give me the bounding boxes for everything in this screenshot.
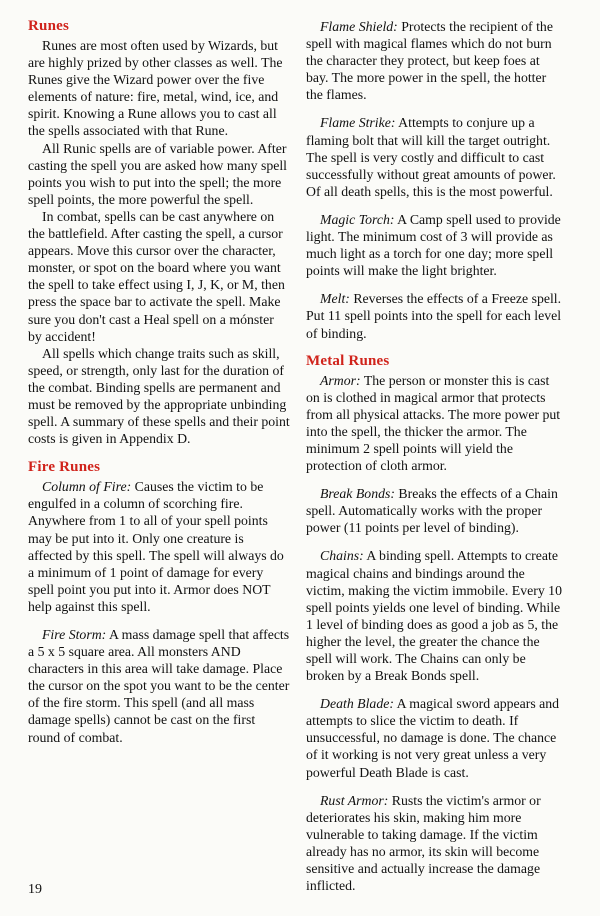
spell-description: A magical sword appears and attempts to slice the victim to death. If unsuccessful, no damage is done. The chance of it working is not very great unless a very powerful Death Blade is cast. (306, 696, 560, 780)
right-column (306, 18, 564, 905)
spell-entry-rust-armor (306, 792, 564, 895)
spell-description: A mass damage spell that affects a 5 x 5 square area. All monsters AND characters in this area will take damage. Place the cursor on the spot you want to be the center of the fire storm. This spell (and all mass damage spells) cannot be cast on the first round of combat. (28, 627, 290, 745)
spell-description: Protects the recipient of the spell with magical flames which do not burn the character they protect, but keep foes at bay. The more power in the spell, the hotter the flames. (306, 19, 553, 103)
spell-description: Breaks the effects of a Chain spell. Automatically works with the proper power (11 points per level of binding). (306, 486, 558, 536)
runes-paragraph: All spells which change traits such as skill, speed, or strength, only last for the duration of the combat. Binding spells are permanent and must be removed by the appropriate unbinding spell. A summary of these spells and their point costs is given in Appendix D. (28, 345, 290, 447)
runes-paragraph: All Runic spells are of variable power. After casting the spell you are asked how many spell points you wish to put into the spell; the more spell points, the more powerful the spell. (28, 140, 288, 207)
spell-description: Attempts to conjure up a flaming bolt that will kill the target outright. The spell is very costly and difficult to cast successfully without great amounts of power. Of all death spells, this is the most powerful. (306, 115, 556, 199)
runes-heading: Runes (28, 18, 70, 34)
spell-name: Death Blade: (320, 696, 394, 712)
spell-entry-chains (306, 547, 564, 684)
spell-description: The person or monster this is cast on is clothed in magical armor that protects from all physical attacks. The more power put into the spell, the thicker the armor. The minimum 2 spell points will yield the protection of cloth armor. (306, 372, 561, 474)
spell-description: A Camp spell used to provide light. The minimum cost of 3 will provide as much light as a torch for one day; more spell points will make the light brighter. (306, 211, 561, 279)
spell-name: Melt: (320, 291, 350, 307)
page-number: 19 (28, 882, 42, 897)
spell-entry-melt (306, 290, 564, 341)
spell-name: Fire Storm: (42, 627, 107, 642)
spell-name: Chains: (320, 548, 364, 564)
spell-name: Armor: (320, 372, 361, 388)
spell-entry-column-of-fire (28, 478, 290, 615)
spell-name: Column of Fire: (42, 479, 132, 495)
metal-runes-heading: Metal Runes (306, 352, 390, 369)
spell-name: Magic Torch: (320, 211, 395, 227)
spell-name: Flame Strike: (320, 115, 396, 131)
spell-entry-flame-strike (306, 114, 564, 199)
left-column (28, 18, 290, 757)
spell-name: Break Bonds: (320, 486, 395, 502)
spell-description: Rusts the victim's armor or deteriorates his skin, making him more vulnerable to taking damage. If the victim already has no armor, its skin will become sensitive and actually increase the damage inflicted. (306, 792, 541, 894)
runes-paragraph: In combat, spells can be cast anywhere on the battlefield. After casting the spell, a cursor appears. Move this cursor over the character, monster, or spot on the board where you want the spell to take effect using I, J, K, or M, then press the space bar to activate the spell. Make sure you don't cast a Heal spell on a mónster by accident! (28, 208, 285, 344)
spell-entry-armor (306, 372, 564, 475)
spell-name: Flame Shield: (320, 19, 398, 34)
spell-entry-magic-torch (306, 211, 564, 279)
spell-name: Rust Armor: (320, 792, 389, 808)
fire-runes-heading: Fire Runes (28, 459, 101, 476)
spell-description: Causes the victim to be engulfed in a column of scorching fire. Anywhere from 1 to all of your spell points may be put into it. Only one creature is affected by this spell. The spell will always do a minimum of 1 point of damage for every spell point you put into it. Armor does NOT help against this spell. (28, 479, 284, 614)
spell-entry-death-blade (306, 695, 564, 780)
spell-description: A binding spell. Attempts to create magical chains and bindings around the victim, making the victim immobile. Every 10 spell points yields one level of binding. While 1 level of binding does as good a job as 5, the higher the level, the greater the chance the spell will work. The Chains can only be broken by a Break Bonds spell. (306, 548, 562, 684)
runes-paragraph: Runes are most often used by Wizards, but are highly prized by other classes as well. The Runes give the Wizard power over the five elements of nature: fire, metal, wind, ice, and spirit. Knowing a Rune allows you to cast all the spells associated with that Rune. (28, 38, 283, 139)
spell-entry-flame-shield (306, 18, 564, 103)
spell-entry-fire-storm (28, 626, 290, 746)
spell-entry-break-bonds (306, 485, 564, 536)
spell-description: Reverses the effects of a Freeze spell. Put 11 spell points into the spell for each level of binding. (306, 291, 562, 341)
